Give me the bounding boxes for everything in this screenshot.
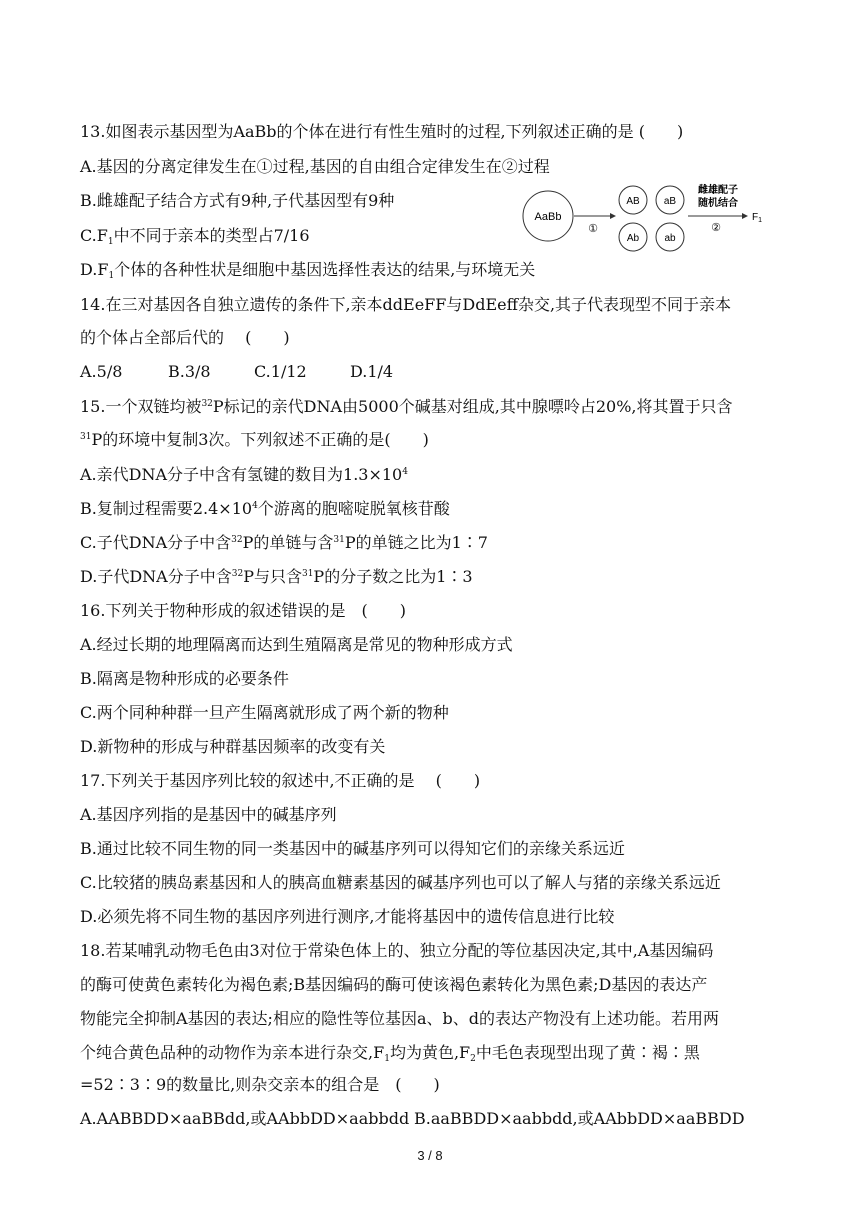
step-1-label: ① [588, 222, 598, 235]
result-label: $F_1$ [752, 212, 763, 224]
q14-option-d: D.1/4 [350, 362, 394, 381]
caption-line-1: 雌雄配子 [698, 185, 738, 196]
q18-stem-line-1: 18.若某哺乳动物毛色由3对位于常染色体上的、独立分配的等位基因决定,其中,A基因编码 [80, 941, 714, 960]
q18-option-a: A.AABBDD×aaBBdd,或AAbbDD×aabbdd [80, 1109, 410, 1128]
step-2-label: ② [711, 221, 721, 234]
q18-option-b: B.aaBBDD×aabbdd,或AAbbDD×aaBBDD [414, 1109, 745, 1128]
gamete-aB: aB [663, 196, 677, 207]
q18-stem-line-5: =52∶3∶9的数量比,则杂交亲本的组合是 ( ) [80, 1075, 440, 1094]
meiosis-diagram [520, 182, 780, 262]
page-number: 3 / 8 [417, 1148, 443, 1163]
q17-option-d: D.必须先将不同生物的基因序列进行测序,才能将基因中的遗传信息进行比较 [80, 907, 615, 926]
q13-option-a: A.基因的分离定律发生在①过程,基因的自由组合定律发生在②过程 [80, 157, 550, 176]
q17-option-c: C.比较猪的胰岛素基因和人的胰高血糖素基因的碱基序列也可以了解人与猪的亲缘关系远近 [80, 873, 721, 892]
q13-option-b: B.雌雄配子结合方式有9种,子代基因型有9种 [80, 191, 395, 210]
q14-option-b: B.3/8 [168, 362, 211, 381]
arrow-1-head [610, 213, 616, 219]
q14-option-a: A.5/8 [80, 362, 123, 381]
q15-stem-line-1: 15.一个双链均被$^{32}$P标记的亲代DNA由5000个碱基对组成,其中腺嘌呤占20%,将其置于只含 [80, 397, 733, 416]
q16-option-d: D.新物种的形成与种群基因频率的改变有关 [80, 737, 386, 756]
q15-option-c: C.子代DNA分子中含$^{32}$P的单链与含$^{31}$P的单链之比为1∶7 [80, 533, 488, 552]
q18-stem-line-3: 物能完全抑制A基因的表达;相应的隐性等位基因a、b、d的表达产物没有上述功能。若用两 [80, 1009, 719, 1028]
q15-option-b: B.复制过程需要$2.4\times 10^4$个游离的胞嘧啶脱氧核苷酸 [80, 499, 450, 518]
q16-option-b: B.隔离是物种形成的必要条件 [80, 669, 289, 688]
caption-line-2: 随机结合 [698, 198, 738, 209]
q16-option-a: A.经过长期的地理隔离而达到生殖隔离是常见的物种形成方式 [80, 635, 513, 654]
q15-option-d: D.子代DNA分子中含$^{32}$P与只含$^{31}$P的分子数之比为1∶3 [80, 567, 473, 586]
gamete-ab: ab [664, 233, 676, 244]
q17-option-a: A.基因序列指的是基因中的碱基序列 [80, 805, 337, 824]
gamete-Ab: Ab [626, 233, 640, 244]
q15-option-a: A.亲代DNA分子中含有氢键的数目为$1.3\times 10^4$ [80, 465, 408, 484]
q17-stem: 17.下列关于基因序列比较的叙述中,不正确的是 ( ) [80, 771, 481, 790]
parent-label: AaBb [534, 211, 562, 223]
gamete-AB: AB [626, 196, 640, 207]
q18-stem-line-4: 个纯合黄色品种的动物作为亲本进行杂交$,F_1$均为黄色$,F_2$中毛色表现型出现了黄∶褐∶黑 [80, 1043, 700, 1064]
q14-stem-line-2: 的个体占全部后代的 ( ) [80, 328, 290, 347]
q15-stem-line-2: $^{31}$P的环境中复制3次。下列叙述不正确的是( ) [80, 430, 429, 449]
q13-stem: 13.如图表示基因型为AaBb的个体在进行有性生殖时的过程,下列叙述正确的是 ( ) [80, 122, 684, 141]
q16-option-c: C.两个同种种群一旦产生隔离就形成了两个新的物种 [80, 703, 449, 722]
arrow-2-head [742, 213, 748, 219]
q13-option-d: $D.F_1$个体的各种性状是细胞中基因选择性表达的结果,与环境无关 [80, 260, 536, 281]
q14-stem-line-1: 14.在三对基因各自独立遗传的条件下,亲本ddEeFF与DdEeff杂交,其子代表现型不同于亲本 [80, 295, 732, 314]
q14-option-c: C.1/12 [254, 362, 307, 381]
q16-stem: 16.下列关于物种形成的叙述错误的是 ( ) [80, 601, 406, 620]
q17-option-b: B.通过比较不同生物的同一类基因中的碱基序列可以得知它们的亲缘关系远近 [80, 839, 625, 858]
q13-option-c: $C.F_1$中不同于亲本的类型占7/16 [80, 226, 310, 247]
q18-stem-line-2: 的酶可使黄色素转化为褐色素;B基因编码的酶可使该褐色素转化为黑色素;D基因的表达产 [80, 975, 708, 994]
